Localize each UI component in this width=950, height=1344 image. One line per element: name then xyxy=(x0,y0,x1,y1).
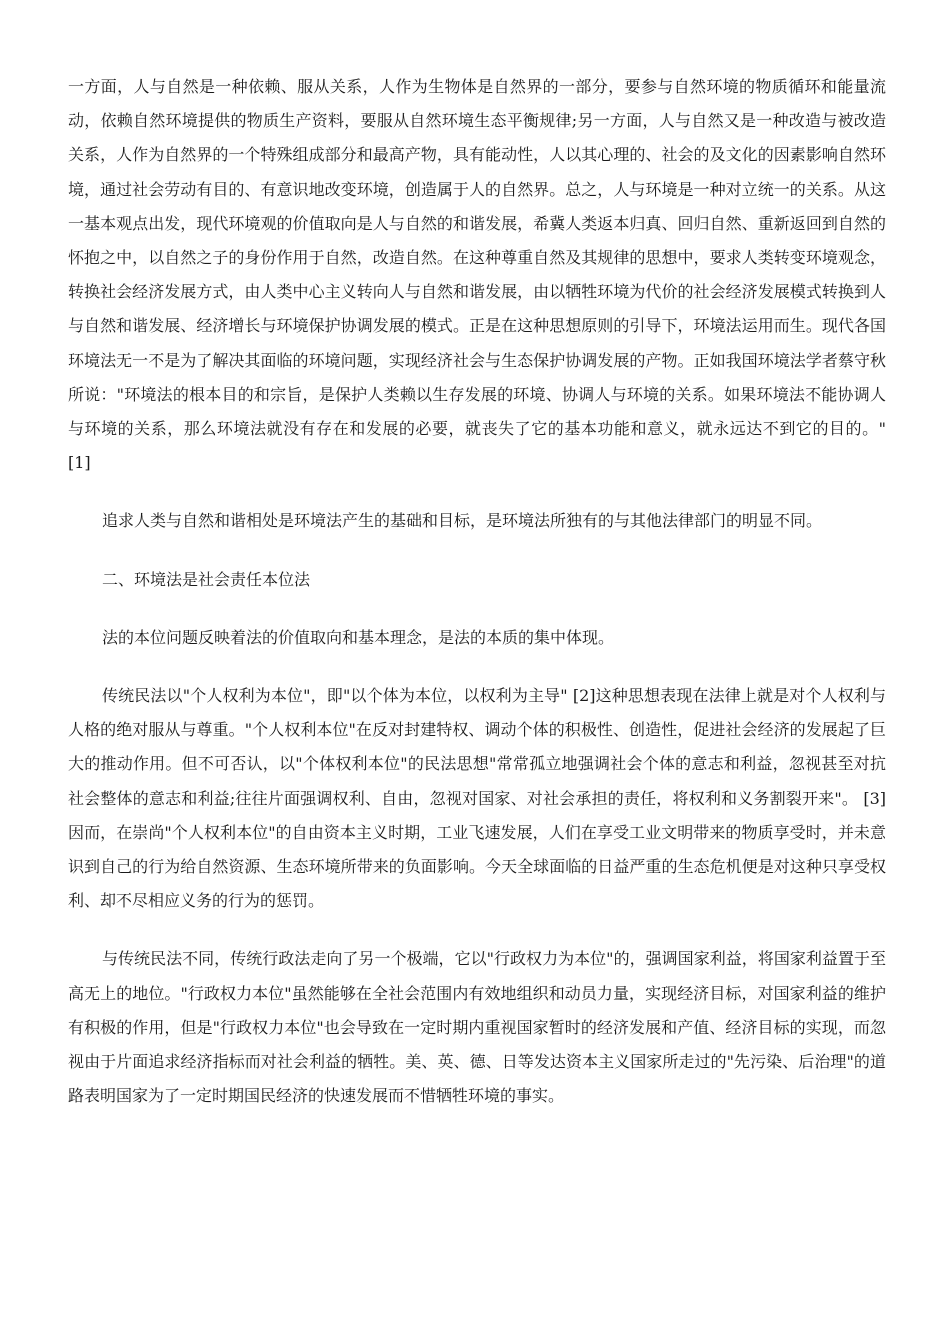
paragraph-summary: 追求人类与自然和谐相处是环境法产生的基础和目标，是环境法所独有的与其他法律部门的明显不同。 xyxy=(102,511,823,531)
section-heading: 二、环境法是社会责任本位法 xyxy=(102,569,311,589)
paragraph-continued: 一方面，人与自然是一种依赖、服从关系，人作为生物体是自然界的一部分，要参与自然环境的物质循环和能量流动，依赖自然环境提供的物质生产资料，要服从自然环境生态平衡规律;另一方面，人与自然又是一种改造与被改造关系，人作为自然界的一个特殊组成部分和最高产物，具有能动性，人以其心理的、社会的及文化的因素影响自然环境，通过社会劳动有目的、有意识地改变环境，创造属于人的自然界。总之，人与环境是一种对立统一的关系。从这一基本观点出发，现代环境观的价值取向是人与自然的和谐发展，希冀人类返本归真、回归自然、重新返回到自然的怀抱之中，以自然之子的身份作用于自然，改造自然。在这种尊重自然及其规律的思想中，要求人类转变环境观念，转换社会经济发展方式，由人类中心主义转向人与自然和谐发展，由以牺牲环境为代价的社会经济发展模式转换到人与自然和谐发展、经济增长与环境保护协调发展的模式。正是在这种思想原则的引导下，环境法运用而生。现代各国环境法无一不是为了解决其面临的环境问题，实现经济社会与生态保护协调发展的产物。正如我国环境法学者蔡守秋所说："环境法的根本目的和宗旨，是保护人类赖以生存发展的环境、协调人与环境的关系。如果环境法不能协调人与环境的关系，那么环境法就没有存在和发展的必要，就丧失了它的基本功能和意义，就永远达不到它的目的。" [1] xyxy=(68,77,886,473)
paragraph-administrative-law: 与传统民法不同，传统行政法走向了另一个极端，它以"行政权力为本位"的，强调国家利益，将国家利益置于至高无上的地位。"行政权力本位"虽然能够在全社会范围内有效地组织和动员力量，实现经济目标，对国家利益的维护有积极的作用，但是"行政权力本位"也会导致在一定时期内重视国家暂时的经济发展和产值、经济目标的实现，而忽视由于片面追求经济指标而对社会利益的牺牲。美、英、德、日等发达资本主义国家所走过的"先污染、后治理"的道路表明国家为了一定时期国民经济的快速发展而不惜牺牲环境的事实。 xyxy=(68,949,886,1106)
paragraph-civil-law: 传统民法以"个人权利为本位"，即"以个体为本位，以权利为主导" [2]这种思想表现在法律上就是对个人权利与人格的绝对服从与尊重。"个人权利本位"在反对封建特权、调动个体的积极性、创造性，促进社会经济的发展起了巨大的推动作用。但不可否认，以"个体权利本位"的民法思想"常常孤立地强调社会个体的意志和利益，忽视甚至对抗社会整体的意志和利益;往往片面强调权利、自由，忽视对国家、对社会承担的责任，将权利和义务割裂开来"。 [3]因而，在崇尚"个人权利本位"的自由资本主义时期，工业飞速发展，人们在享受工业文明带来的物质享受时，并未意识到自己的行为给自然资源、生态环境所带来的负面影响。今天全球面临的日益严重的生态危机便是对这种只享受权利、却不尽相应义务的行为的惩罚。 xyxy=(68,686,886,911)
paragraph-intro: 法的本位问题反映着法的价值取向和基本理念，是法的本质的集中体现。 xyxy=(102,627,615,647)
document-body xyxy=(68,70,886,1137)
